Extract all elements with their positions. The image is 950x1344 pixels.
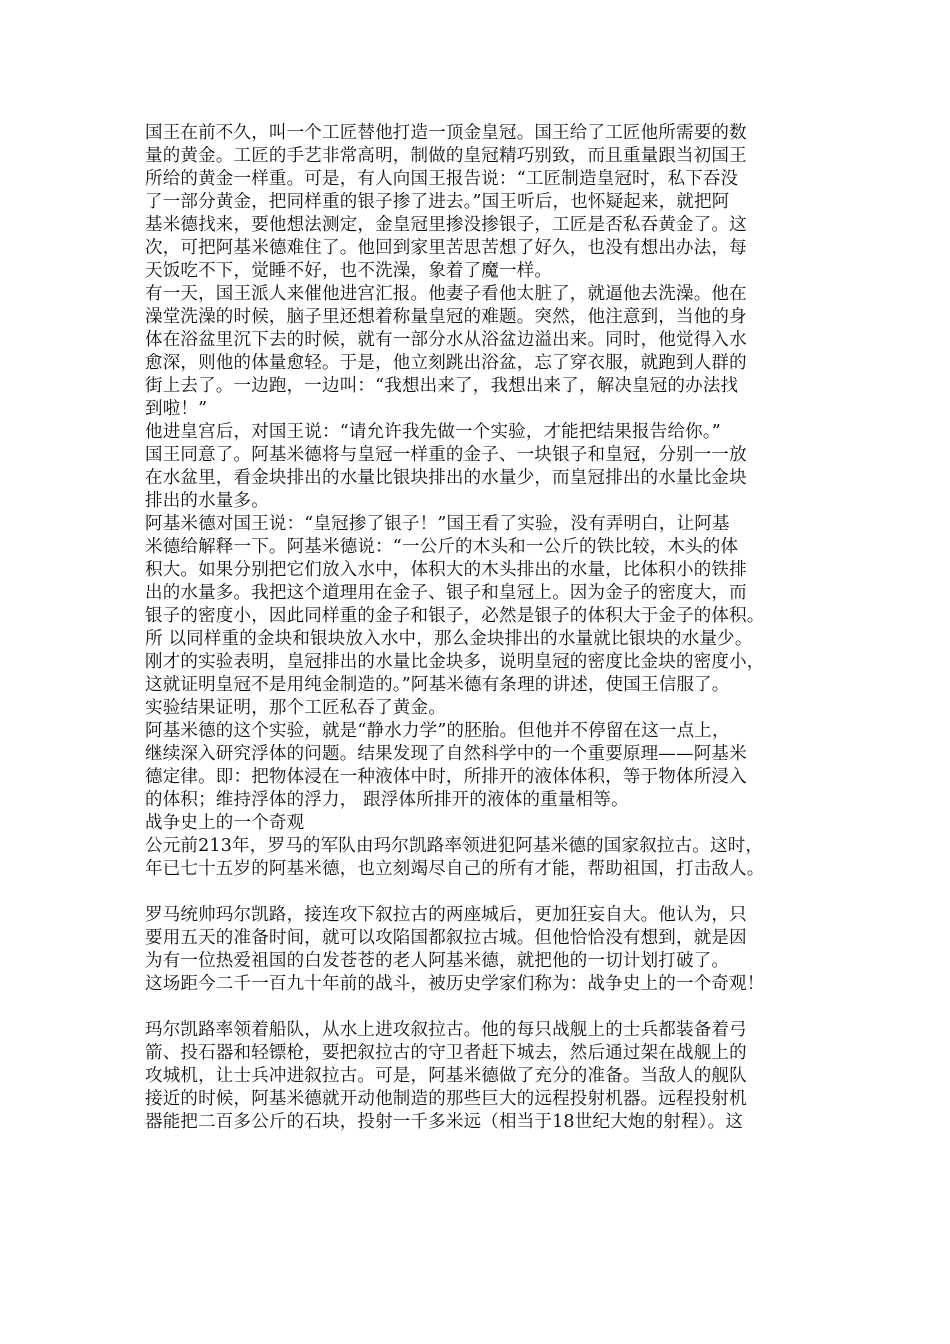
text-line: 要用五天的准备时间，就可以攻陷国都叙拉古城。但他恰恰没有想到，就是因 (145, 928, 747, 948)
text-line: 米德给解释一下。阿基米德说：“一公斤的木头和一公斤的铁比较，木头的体 (145, 537, 739, 557)
text-line: 攻城机，让士兵冲进叙拉古。可是，阿基米德做了充分的准备。当敌人的舰队 (145, 1066, 747, 1086)
text-line: 这就证明皇冠不是用纯金制造的。”阿基米德有条理的讲述，使国王信服了。 (145, 675, 730, 695)
text-line: 刚才的实验表明，皇冠排出的水量比金块多，说明皇冠的密度比金块的密度小， (145, 652, 765, 672)
text-line: 银子的密度小，因此同样重的金子和银子，必然是银子的体积大于金子的体积。 (145, 606, 765, 626)
blank-line (145, 996, 815, 1019)
text-line: 积大。如果分别把它们放入水中，体积大的木头排出的水量，比体积小的铁排 (145, 560, 747, 580)
text-line: 为有一位热爱祖国的白发苍苍的老人阿基米德，就把他的一切计划打破了。 (145, 951, 730, 971)
text-line: 器能把二百多公斤的石块，投射一千多米远（相当于18世纪大炮的射程）。这 (145, 1112, 744, 1132)
text-line: 基米德找来，要他想法测定，金皇冠里掺没掺银子，工匠是否私吞黄金了。这 (145, 215, 747, 235)
text-line: 罗马统帅玛尔凯路，接连攻下叙拉古的两座城后，更加狂妄自大。他认为，只 (145, 905, 747, 925)
text-line: 国王同意了。阿基米德将与皇冠一样重的金子、一块银子和皇冠，分别一一放 (145, 445, 747, 465)
text-line: 量的黄金。工匠的手艺非常高明，制做的皇冠精巧别致，而且重量跟当初国王 (145, 146, 747, 166)
text-line: 继续深入研究浮体的问题。结果发现了自然科学中的一个重要原理——阿基米 (145, 744, 747, 764)
text-line: 了一部分黄金，把同样重的银子掺了进去。”国王听后，也怀疑起来，就把阿 (145, 192, 730, 212)
text-line: 所 以同样重的金块和银块放入水中，那么金块排出的水量就比银块的水量少。 (145, 629, 753, 649)
blank-line (145, 881, 815, 904)
text-line: 阿基米德对国王说：“皇冠掺了银子！”国王看了实验，没有弄明白，让阿基 (145, 514, 730, 534)
text-line: 战争史上的一个奇观 (145, 813, 305, 833)
text-line: 国王在前不久，叫一个工匠替他打造一顶金皇冠。国王给了工匠他所需要的数 (145, 123, 747, 143)
text-line: 次，可把阿基米德难住了。他回到家里苦思苦想了好久，也没有想出办法，每 (145, 238, 747, 258)
text-line: 箭、投石器和轻镖枪，要把叙拉古的守卫者赶下城去，然后通过架在战舰上的 (145, 1043, 747, 1063)
text-line: 澡堂洗澡的时候，脑子里还想着称量皇冠的难题。突然，他注意到，当他的身 (145, 307, 747, 327)
text-line: 年已七十五岁的阿基米德，也立刻竭尽自己的所有才能，帮助祖国，打击敌人。 (145, 859, 765, 879)
text-line: 的体积；维持浮体的浮力， 跟浮体所排开的液体的重量相等。 (145, 790, 629, 810)
text-line: 排出的水量多。 (145, 491, 269, 511)
text-line: 所给的黄金一样重。可是，有人向国王报告说：“工匠制造皇冠时，私下吞没 (145, 169, 739, 189)
text-line: 这场距今二千一百九十年前的战斗，被历史学家们称为：战争史上的一个奇观！ (145, 974, 765, 994)
text-line: 接近的时候，阿基米德就开动他制造的那些巨大的远程投射机器。远程投射机 (145, 1089, 747, 1109)
text-line: 天饭吃不下，觉睡不好，也不洗澡，象着了魔一样。 (145, 261, 553, 281)
text-line: 出的水量多。我把这个道理用在金子、银子和皇冠上。因为金子的密度大，而 (145, 583, 747, 603)
text-line: 实验结果证明，那个工匠私吞了黄金。 (145, 698, 446, 718)
text-line: 德定律。即：把物体浸在一种液体中时，所排开的液体体积，等于物体所浸入 (145, 767, 747, 787)
text-line: 他进皇宫后，对国王说：“请允许我先做一个实验，才能把结果报告给你。” (145, 422, 721, 442)
text-line: 体在浴盆里沉下去的时候，就有一部分水从浴盆边溢出来。同时，他觉得入水 (145, 330, 747, 350)
text-line: 有一天，国王派人来催他进宫汇报。他妻子看他太脏了，就逼他去洗澡。他在 (145, 284, 747, 304)
document-body (145, 122, 815, 1134)
text-line: 阿基米德的这个实验，就是“静水力学”的胚胎。但他并不停留在这一点上， (145, 721, 730, 741)
text-line: 在水盆里，看金块排出的水量比银块排出的水量少，而皇冠排出的水量比金块 (145, 468, 747, 488)
text-line: 愈深，则他的体量愈轻。于是，他立刻跳出浴盆，忘了穿衣服，就跑到人群的 (145, 353, 747, 373)
text-line: 到啦！” (145, 399, 208, 419)
text-line: 玛尔凯路率领着船队，从水上进攻叙拉古。他的每只战舰上的士兵都装备着弓 (145, 1020, 747, 1040)
text-line: 街上去了。一边跑，一边叫：“我想出来了，我想出来了，解决皇冠的办法找 (145, 376, 739, 396)
text-line: 公元前213年，罗马的军队由玛尔凯路率领进犯阿基米德的国家叙拉古。这时， (145, 836, 764, 856)
